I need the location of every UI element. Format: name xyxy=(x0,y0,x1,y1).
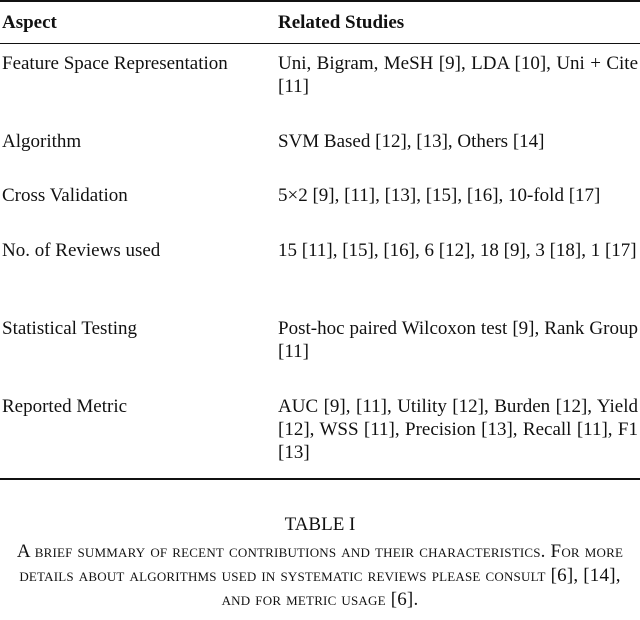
table-caption-label: TABLE I xyxy=(284,514,356,535)
row-studies: Post-hoc paired Wilcoxon test [9], Rank Group [11] xyxy=(278,318,638,362)
table-header-rule xyxy=(0,43,640,44)
row-aspect: Cross Validation xyxy=(2,185,128,206)
table-bottom-rule xyxy=(0,478,640,480)
row-aspect: Reported Metric xyxy=(2,396,128,417)
row-aspect: Feature Space Representation xyxy=(2,53,228,74)
row-studies: SVM Based [12], [13], Others [14] xyxy=(278,131,545,152)
table-caption-text: A brief summary of recent contributions and their characteristics. For more details about algorithms used in systematic reviews please consult [6], [14], and for metric usage [6]. xyxy=(16,541,624,610)
row-aspect: Algorithm xyxy=(2,131,82,152)
table-top-rule xyxy=(0,0,640,2)
row-aspect: No. of Reviews used xyxy=(2,240,161,261)
header-related-studies: Related Studies xyxy=(278,12,405,33)
row-studies: 15 [11], [15], [16], 6 [12], 18 [9], 3 [18], 1 [17] xyxy=(278,240,637,261)
row-studies: Uni, Bigram, MeSH [9], LDA [10], Uni + Cite [11] xyxy=(278,53,638,97)
row-studies: AUC [9], [11], Utility [12], Burden [12], Yield [12], WSS [11], Precision [13], Recall [11], F1 [13] xyxy=(278,396,638,463)
row-aspect: Statistical Testing xyxy=(2,318,138,339)
header-aspect: Aspect xyxy=(2,12,57,33)
row-studies: 5×2 [9], [11], [13], [15], [16], 10-fold [17] xyxy=(278,185,601,206)
